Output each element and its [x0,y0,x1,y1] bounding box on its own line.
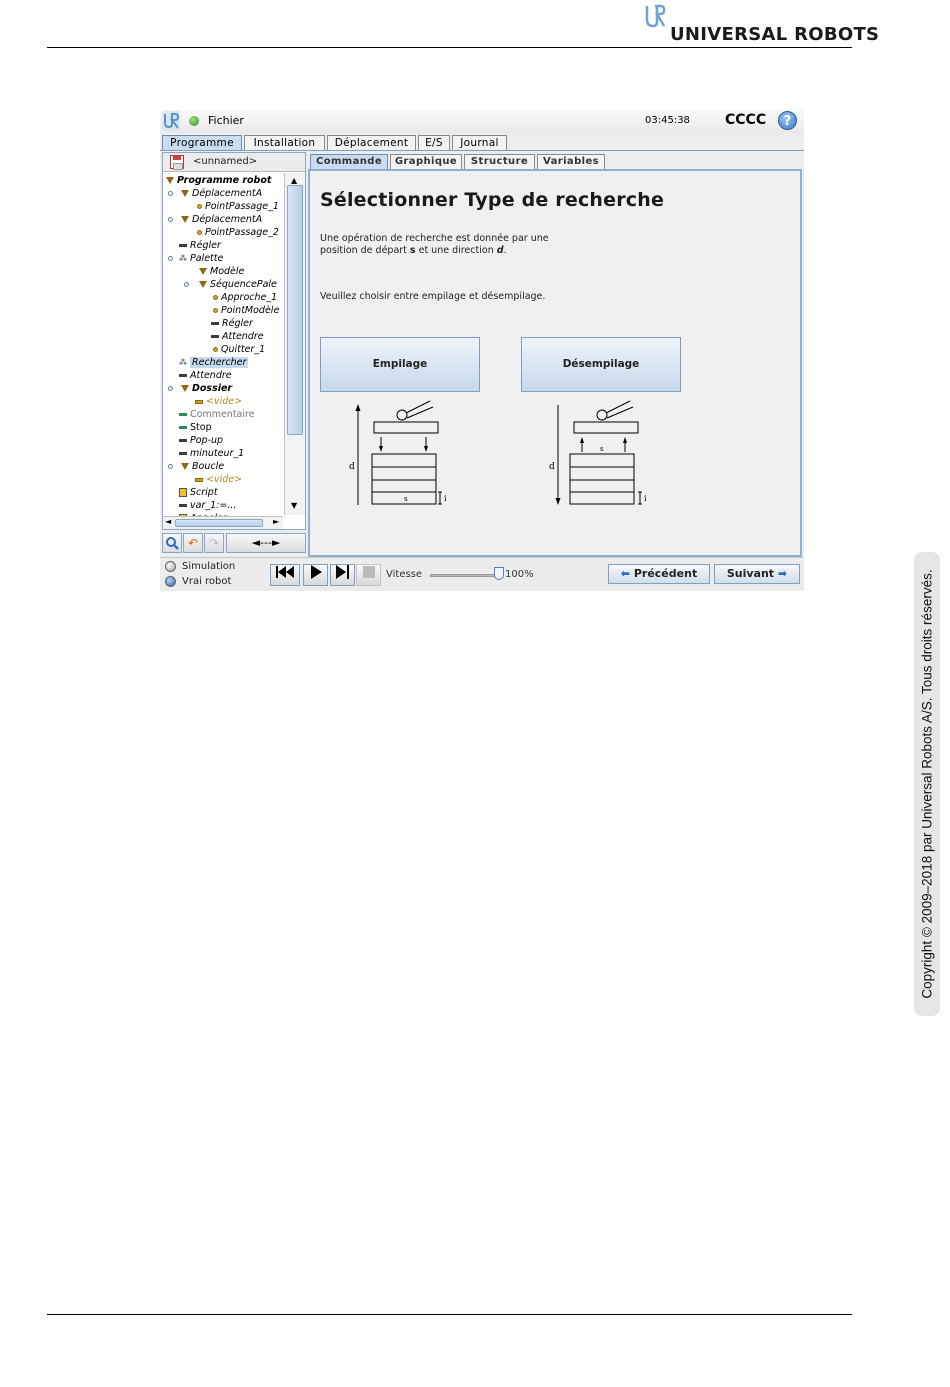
tree-node-loop[interactable]: Boucle [181,460,224,473]
tree-node-popup[interactable]: Pop-up [179,434,223,447]
copyright-notice: Copyright © 2009–2018 par Universal Robots A/S. Tous droits réservés. [919,569,935,999]
tab-es[interactable]: E/S [418,135,450,151]
save-icon[interactable] [170,155,184,169]
waypoint-icon [197,204,202,209]
expand-icon[interactable] [168,386,173,391]
tree-node-empty-2[interactable]: <vide> [195,473,242,486]
speed-value: 100% [505,569,534,580]
tree-node-wait-2[interactable]: Attendre [179,369,232,382]
tab-divider [160,150,804,151]
wait-icon [211,335,219,338]
polyscope-screen [160,109,804,591]
tree-node-pallet-sequence[interactable]: SéquencePale [199,278,277,291]
tree-node-waypoint-2[interactable]: PointPassage_2 [197,226,279,239]
simulation-label: Simulation [182,561,236,572]
simulation-radio[interactable] [165,561,176,572]
scroll-down-icon[interactable]: ▼ [291,501,298,510]
tree-nav-toolbar [162,533,306,555]
tree-node-seek[interactable]: ⁂ Rechercher [179,357,247,368]
robot-name: CCCC [725,112,767,128]
command-content [308,169,802,557]
tree-node-waypoint-1[interactable]: PointPassage_1 [197,200,279,213]
tab-journal[interactable]: Journal [452,135,507,151]
scroll-up-icon[interactable]: ▲ [291,176,298,185]
tree-node-pallet[interactable]: ⁂ Palette [179,253,224,264]
tab-installation[interactable]: Installation [244,135,325,151]
folder-triangle-icon [181,385,189,392]
wait-icon [179,374,187,377]
real-robot-label: Vrai robot [182,576,232,587]
tree-node-comment[interactable]: Commentaire [179,408,255,421]
tree-node-set-1[interactable]: Régler [179,239,221,252]
set-icon [179,244,187,247]
tree-node-script[interactable]: Script [179,486,218,499]
tab-deplacement[interactable]: Déplacement [327,135,416,151]
move-icon [181,216,189,223]
choose-instruction: Veuillez choisir entre empilage et désempilage. [320,291,546,302]
seek-description: Une opération de recherche est donnée par une position de départ s et une direction d. [320,233,549,256]
empty-icon [195,478,203,482]
stacking-diagram [338,397,448,507]
ur-logo-icon [645,4,665,30]
undo-icon[interactable]: ↶ [183,533,203,553]
status-indicator-icon [189,116,199,126]
arrow-right-icon: ➡ [777,567,788,580]
speed-slider-handle[interactable] [494,567,504,580]
tab-structure[interactable]: Structure [464,154,535,169]
script-icon [179,488,187,497]
folder-triangle-icon [181,463,189,470]
header-rule [47,47,852,48]
expand-icon[interactable] [168,256,173,261]
program-file-name: <unnamed> [193,156,258,167]
waypoint-icon [197,230,202,235]
tree-node-move-2[interactable]: DéplacementA [181,213,262,226]
diagram-i-label: i [644,494,647,503]
waypoint-icon [213,347,218,352]
stop-icon [363,566,375,578]
empty-icon [195,400,203,404]
tree-node-stop[interactable]: Stop [179,421,212,434]
diagram-s-label: s [600,445,604,453]
comment-icon [179,413,187,416]
tab-graphique[interactable]: Graphique [390,154,462,169]
scroll-thumb[interactable] [175,519,263,527]
set-icon [211,322,219,325]
destacking-button[interactable]: Désempilage [521,337,681,392]
folder-triangle-icon [199,281,207,288]
tree-node-timer[interactable]: minuteur_1 [179,447,244,460]
scroll-left-icon[interactable]: ◄ [165,517,172,526]
expand-icon[interactable] [168,191,173,196]
diagram-d-label: d [349,462,355,472]
universal-robots-logo [645,4,880,45]
ur-logo-icon [162,111,180,131]
folder-triangle-icon [166,177,174,184]
tree-node-exit[interactable]: Quitter_1 [213,343,265,356]
command-panel [306,152,802,557]
clock: 03:45:38 [645,115,690,126]
tree-node-approach[interactable]: Approche_1 [213,291,277,304]
play-button[interactable] [303,564,328,586]
expand-icon[interactable] [168,464,173,469]
folder-triangle-icon [199,268,207,275]
search-icon[interactable] [162,533,182,553]
help-icon[interactable]: ? [778,111,797,130]
timer-icon [179,452,187,455]
title-bar [160,109,804,133]
bottom-control-bar [160,557,804,591]
tab-programme[interactable]: Programme [162,135,242,151]
tab-commande[interactable]: Commande [310,154,388,169]
program-tree-panel [162,152,306,530]
stacking-button[interactable]: Empilage [320,337,480,392]
real-robot-radio[interactable] [165,576,176,587]
seek-icon: ⁂ [179,357,187,367]
rewind-button[interactable] [270,564,300,586]
page-title: Sélectionner Type de recherche [320,189,665,211]
expand-icon[interactable] [184,282,189,287]
file-menu[interactable]: Fichier [208,114,244,127]
assignment-icon [179,504,187,507]
tree-vertical-scrollbar[interactable] [284,173,305,515]
diagram-d-label: d [549,462,555,472]
expand-icon[interactable] [168,217,173,222]
tree-node-assignment[interactable]: var_1:=... [179,499,236,512]
waypoint-icon [213,295,218,300]
speed-label: Vitesse [386,569,423,580]
diagram-i-label: i [444,494,447,503]
redo-icon[interactable]: ↷ [204,533,224,553]
step-icon [336,565,350,579]
stop-icon [179,426,187,429]
scroll-right-icon[interactable]: ► [273,517,280,526]
tree-horizontal-scrollbar[interactable] [163,516,283,529]
diagram-s-label: s [404,495,408,503]
speed-slider[interactable] [430,574,502,577]
tree-node-root[interactable]: Programme robot [166,174,271,187]
stop-button[interactable] [356,564,381,586]
program-tree [163,173,283,515]
tree-node-move-1[interactable]: DéplacementA [181,187,262,200]
step-button[interactable] [330,564,355,586]
tree-node-pattern-point[interactable]: PointModèle [213,304,279,317]
scroll-thumb[interactable] [287,185,303,435]
tree-node-folder[interactable]: Dossier [181,382,232,395]
tree-node-empty-1[interactable]: <vide> [195,395,242,408]
tree-node-set-2[interactable]: Régler [211,317,253,330]
popup-icon [179,439,187,442]
tree-toolbar [163,153,305,172]
destacking-diagram [538,397,648,507]
move-icon [181,190,189,197]
brand-name: UNIVERSAL ROBOTS [670,24,880,45]
previous-button[interactable]: ⬅ Précédent [608,564,710,584]
move-node-button[interactable]: ◄---► [226,533,306,553]
skip-back-icon [276,566,294,578]
footer-rule [47,1314,852,1315]
pallet-icon: ⁂ [179,253,187,263]
play-icon [310,565,322,579]
arrow-left-icon: ⬅ [620,567,630,580]
tab-variables[interactable]: Variables [537,154,605,169]
tree-node-pattern[interactable]: Modèle [199,265,244,278]
tree-node-wait-1[interactable]: Attendre [211,330,264,343]
waypoint-icon [213,308,218,313]
next-button[interactable]: Suivant ➡ [714,564,800,584]
